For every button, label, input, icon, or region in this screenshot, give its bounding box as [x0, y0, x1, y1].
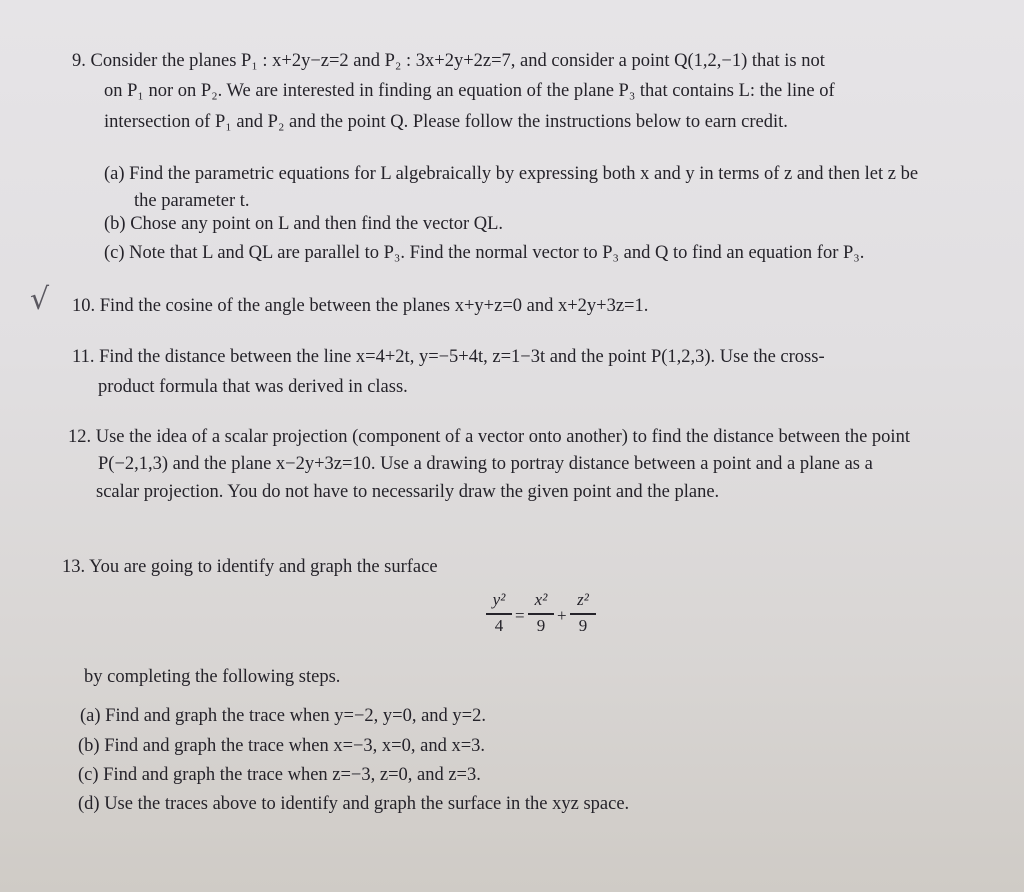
equation-equals: = — [515, 606, 525, 625]
fraction-numerator: x² — [534, 590, 548, 609]
check-mark-icon: √ — [30, 282, 50, 317]
q9-line-2: on P₁ nor on P₂. We are interested in finding an equation of the plane P₃ that contains L: the line of — [104, 81, 835, 101]
q13-part-d: (d) Use the traces above to identify and graph the surface in the xyz space. — [78, 794, 630, 814]
q11-line-1: 11. Find the distance between the line x=4+2t, y=−5+4t, z=1−3t and the point P(1,2,3). Use the cross- — [72, 347, 825, 367]
equation-fraction-x — [526, 590, 556, 640]
q13-part-c: (c) Find and graph the trace when z=−3, z=0, and z=3. — [78, 765, 481, 785]
equation-fraction-z — [568, 590, 598, 640]
q12-line-3: scalar projection. You do not have to necessarily draw the given point and the plane. — [96, 482, 720, 502]
equation-fraction-y — [484, 590, 514, 640]
q10-text: 10. Find the cosine of the angle between the planes x+y+z=0 and x+2y+3z=1. — [72, 296, 649, 316]
q11-line-2: product formula that was derived in class. — [98, 377, 408, 397]
q9-line-3: intersection of P₁ and P₂ and the point Q. Please follow the instructions below to earn credit. — [104, 112, 788, 132]
q12-line-1: 12. Use the idea of a scalar projection (component of a vector onto another) to find the distance between the point — [68, 427, 910, 447]
fraction-bar — [528, 613, 554, 615]
fraction-numerator: y² — [492, 590, 506, 609]
q13-line-1: 13. You are going to identify and graph the surface — [62, 557, 438, 577]
fraction-bar — [570, 613, 596, 615]
equation-plus: + — [557, 606, 567, 625]
q12-line-2: P(−2,1,3) and the plane x−2y+3z=10. Use a drawing to portray distance between a point and a plane as a — [98, 454, 873, 474]
q9-part-b: (b) Chose any point on L and then find the vector QL. — [104, 214, 504, 234]
q13-part-a: (a) Find and graph the trace when y=−2, y=0, and y=2. — [80, 706, 486, 726]
q13-part-b: (b) Find and graph the trace when x=−3, x=0, and x=3. — [78, 736, 486, 756]
q9-part-c: (c) Note that L and QL are parallel to P₃. Find the normal vector to P₃ and Q to find an equation for P₃. — [104, 243, 865, 263]
fraction-denominator: 4 — [494, 616, 504, 635]
fraction-denominator: 9 — [578, 616, 588, 635]
q9-part-a-line-1: (a) Find the parametric equations for L algebraically by expressing both x and y in terms of z and then let z be — [104, 164, 919, 184]
q13-line-2: by completing the following steps. — [84, 667, 341, 687]
q9-line-1: 9. Consider the planes P₁ : x+2y−z=2 and P₂ : 3x+2y+2z=7, and consider a point Q(1,2,−1) that is not — [72, 51, 825, 71]
q9-part-a-line-2: the parameter t. — [134, 191, 250, 211]
fraction-denominator: 9 — [536, 616, 546, 635]
fraction-bar — [486, 613, 512, 615]
fraction-numerator: z² — [577, 590, 589, 609]
